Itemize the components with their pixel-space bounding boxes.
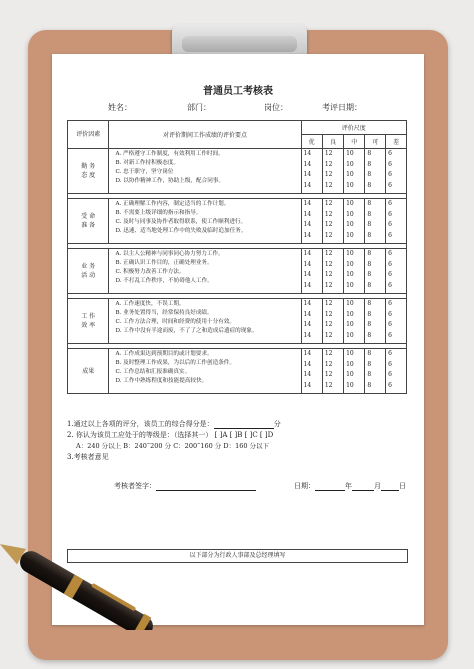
- criteria-item: B. 不需要上级详细的指示和指导。: [115, 210, 202, 216]
- score-option[interactable]: 8: [367, 360, 372, 368]
- score-option[interactable]: 14: [303, 160, 312, 168]
- level-header: 优: [301, 135, 322, 149]
- score-option[interactable]: 6: [388, 350, 392, 357]
- score-option[interactable]: 14: [303, 350, 312, 357]
- factor-header: 评价因素: [68, 121, 109, 149]
- score-option[interactable]: 6: [388, 231, 392, 239]
- score-option[interactable]: 6: [388, 171, 392, 178]
- score-option[interactable]: 6: [388, 260, 392, 268]
- score-option[interactable]: 8: [367, 321, 372, 328]
- score-option[interactable]: 14: [303, 271, 312, 278]
- score-option[interactable]: 14: [303, 221, 312, 228]
- criteria-item: C. 工作总结和汇报准确真实。: [115, 369, 191, 375]
- factor-cell: 业 务 活 动: [68, 249, 109, 294]
- score-cell[interactable]: [386, 249, 407, 294]
- score-option[interactable]: 14: [303, 321, 312, 328]
- score-option[interactable]: 12: [324, 271, 333, 278]
- score-option[interactable]: 6: [388, 300, 392, 307]
- score-option[interactable]: 8: [367, 171, 372, 178]
- score-option[interactable]: 12: [324, 381, 333, 389]
- criteria-item: B. 业务处置得当，经常保持良好成绩。: [115, 310, 213, 316]
- criteria-item: C. 及时与同事及协作者取得联系，使工作顺利进行。: [115, 219, 247, 225]
- score-cell[interactable]: [344, 149, 365, 194]
- score-option[interactable]: 6: [388, 271, 392, 278]
- score-option[interactable]: 14: [303, 310, 312, 318]
- score-option[interactable]: 14: [303, 250, 312, 257]
- grade-options: A：240 分以上 B：240˜200 分 C：200˜160 分 D：160 分以下: [76, 442, 270, 450]
- score-option[interactable]: 12: [324, 371, 333, 378]
- score-option[interactable]: 6: [388, 150, 392, 157]
- score-option[interactable]: 8: [367, 331, 372, 339]
- score-option[interactable]: 8: [367, 210, 372, 218]
- score-cell[interactable]: [386, 199, 407, 244]
- criteria-cell: [109, 299, 301, 344]
- level-header: 良: [322, 135, 343, 149]
- score-cell[interactable]: [365, 199, 386, 244]
- score-option[interactable]: 12: [324, 250, 333, 257]
- criteria-item: D. 以协作精神工作，协助上级，配合同事。: [115, 178, 224, 184]
- score-option[interactable]: 14: [303, 260, 312, 268]
- score-option[interactable]: 6: [388, 181, 392, 189]
- score-option[interactable]: 14: [303, 300, 312, 307]
- score-cell[interactable]: [301, 249, 322, 294]
- score-option[interactable]: 14: [303, 381, 312, 389]
- summary-line-2[interactable]: 2. 你认为该员工应处于的等级是：（选择其一） [ ]A [ ]B [ ]C [ ]D: [67, 431, 274, 439]
- criteria-item: C. 积极努力改善工作方法。: [115, 269, 185, 275]
- criteria-item: A. 正确理解工作内容，制定适当的工作计划。: [115, 201, 230, 207]
- score-option[interactable]: 14: [303, 200, 312, 207]
- evaluation-table: [67, 120, 407, 394]
- criteria-item: B. 对新工作持积极态度。: [115, 160, 180, 166]
- score-option[interactable]: 10: [346, 371, 354, 378]
- score-option[interactable]: 8: [367, 381, 372, 389]
- criteria-item: C. 忠于职守，坚守岗位: [115, 169, 174, 175]
- score-option[interactable]: 14: [303, 231, 312, 239]
- admin-section-header: 以下部分为行政人事部及总经理填写: [67, 549, 408, 563]
- score-option[interactable]: 10: [346, 310, 354, 318]
- score-option[interactable]: 12: [324, 160, 333, 168]
- criteria-item: D. 工作中熟练程度和技能提高较快。: [115, 378, 208, 384]
- score-option[interactable]: 12: [324, 231, 333, 239]
- score-option[interactable]: 6: [388, 371, 392, 378]
- score-cell[interactable]: [322, 249, 343, 294]
- score-option[interactable]: 12: [324, 181, 333, 189]
- criteria-cell: [109, 249, 301, 294]
- fountain-pen-icon: [0, 540, 200, 630]
- score-cell[interactable]: [344, 249, 365, 294]
- focus-header: 对评价期间工作成绩的评价要点: [109, 121, 301, 149]
- score-option[interactable]: 6: [388, 281, 392, 289]
- factor-cell: 成果: [68, 349, 109, 394]
- total-score-input[interactable]: [214, 428, 274, 429]
- score-cell[interactable]: [386, 149, 407, 194]
- score-option[interactable]: 8: [367, 181, 372, 189]
- score-option[interactable]: 8: [367, 271, 372, 278]
- year-input[interactable]: [315, 490, 345, 491]
- form-title: 普通员工考核表: [203, 86, 273, 97]
- score-option[interactable]: 10: [346, 160, 354, 168]
- summary-line-1: 1.通过以上各项的评分，该员工的综合得分是： 分: [67, 420, 281, 428]
- score-option[interactable]: 8: [367, 300, 372, 307]
- score-option[interactable]: 6: [388, 221, 392, 228]
- score-cell[interactable]: [344, 349, 365, 394]
- score-option[interactable]: 14: [303, 210, 312, 218]
- score-option[interactable]: 14: [303, 360, 312, 368]
- criteria-cell: [109, 199, 301, 244]
- factor-cell: 工 作 效 率: [68, 299, 109, 344]
- score-option[interactable]: 14: [303, 181, 312, 189]
- score-option[interactable]: 10: [346, 381, 354, 389]
- score-cell[interactable]: [365, 149, 386, 194]
- signature-input[interactable]: [156, 490, 256, 491]
- score-option[interactable]: 10: [346, 210, 354, 218]
- criteria-cell: [109, 349, 301, 394]
- score-option[interactable]: 8: [367, 250, 372, 257]
- score-option[interactable]: 12: [324, 150, 333, 157]
- day-input[interactable]: [381, 490, 399, 491]
- date-row: 日期： 年 月 日: [294, 482, 406, 490]
- score-option[interactable]: 8: [367, 231, 372, 239]
- score-option[interactable]: 8: [367, 371, 372, 378]
- score-option[interactable]: 6: [388, 360, 392, 368]
- score-option[interactable]: 10: [346, 360, 354, 368]
- score-option[interactable]: 12: [324, 171, 333, 178]
- criteria-item: B. 正确认识工作目的，正确处理业务。: [115, 260, 213, 266]
- score-option[interactable]: 10: [346, 300, 354, 307]
- criteria-item: A. 工作速度快，不误工期。: [115, 301, 185, 307]
- score-cell[interactable]: [365, 249, 386, 294]
- score-option[interactable]: 12: [324, 310, 333, 318]
- score-option[interactable]: 10: [346, 331, 354, 339]
- score-option[interactable]: 12: [324, 221, 333, 228]
- signature-row: 考核者签字：: [114, 481, 256, 491]
- score-option[interactable]: 10: [346, 321, 354, 328]
- score-option[interactable]: 8: [367, 150, 372, 157]
- dept-field[interactable]: 部门：: [187, 103, 211, 112]
- score-cell[interactable]: [301, 299, 322, 344]
- factor-cell: 受 命 准 备: [68, 199, 109, 244]
- score-cell[interactable]: [344, 199, 365, 244]
- score-option[interactable]: 14: [303, 371, 312, 378]
- level-header: 中: [344, 135, 365, 149]
- score-cell[interactable]: [386, 349, 407, 394]
- score-option[interactable]: 12: [324, 331, 333, 339]
- criteria-item: B. 及时整理工作成果，为以后的工作创造条件。: [115, 360, 235, 366]
- score-option[interactable]: 6: [388, 200, 392, 207]
- score-option[interactable]: 12: [324, 210, 333, 218]
- score-option[interactable]: 10: [346, 271, 354, 278]
- month-input[interactable]: [352, 490, 374, 491]
- score-option[interactable]: 6: [388, 160, 392, 168]
- score-option[interactable]: 6: [388, 321, 392, 328]
- score-cell[interactable]: [301, 349, 322, 394]
- scale-header: 评价尺度: [301, 121, 406, 135]
- score-option[interactable]: 14: [303, 150, 312, 157]
- score-option[interactable]: 10: [346, 250, 354, 257]
- criteria-item: C. 工作方法合理，时间和经费的使用十分有效。: [115, 319, 235, 325]
- criteria-item: A. 以主人公精神与同事同心协力努力工作。: [115, 251, 224, 257]
- score-cell[interactable]: [322, 299, 343, 344]
- score-option[interactable]: 12: [324, 300, 333, 307]
- level-header: 差: [386, 135, 407, 149]
- score-option[interactable]: 10: [346, 231, 354, 239]
- score-option[interactable]: 10: [346, 150, 354, 157]
- score-option[interactable]: 8: [367, 310, 372, 318]
- score-option[interactable]: 8: [367, 160, 372, 168]
- level-header: 可: [365, 135, 386, 149]
- criteria-item: D. 迅速、适当地处理工作中的失败及临时追加任务。: [115, 228, 247, 234]
- score-cell[interactable]: [365, 349, 386, 394]
- criteria-item: A. 严格遵守工作制度，有效利用工作时间。: [115, 151, 224, 157]
- score-option[interactable]: 10: [346, 350, 354, 357]
- score-option[interactable]: 14: [303, 281, 312, 289]
- score-option[interactable]: 8: [367, 200, 372, 207]
- criteria-cell: [109, 149, 301, 194]
- score-option[interactable]: 6: [388, 250, 392, 257]
- score-option[interactable]: 12: [324, 350, 333, 357]
- score-option[interactable]: 12: [324, 281, 333, 289]
- score-option[interactable]: 14: [303, 331, 312, 339]
- score-cell[interactable]: [365, 299, 386, 344]
- score-cell[interactable]: [301, 199, 322, 244]
- score-cell[interactable]: [344, 299, 365, 344]
- score-option[interactable]: 12: [324, 321, 333, 328]
- score-option[interactable]: 10: [346, 181, 354, 189]
- score-option[interactable]: 8: [367, 260, 372, 268]
- score-option[interactable]: 6: [388, 310, 392, 318]
- score-cell[interactable]: [322, 149, 343, 194]
- score-option[interactable]: 6: [388, 381, 392, 389]
- date-field[interactable]: 考评日期：: [322, 103, 362, 112]
- score-option[interactable]: 6: [388, 210, 392, 218]
- score-cell[interactable]: [322, 349, 343, 394]
- score-option[interactable]: 8: [367, 281, 372, 289]
- position-field[interactable]: 岗位：: [264, 103, 288, 112]
- score-cell[interactable]: [386, 299, 407, 344]
- factor-cell: 勤 务 态 度: [68, 149, 109, 194]
- score-option[interactable]: 12: [324, 260, 333, 268]
- criteria-item: D. 工作中没有半途而废，不了了之和造成后遗症的现象。: [115, 328, 258, 334]
- name-field[interactable]: 姓名：: [108, 103, 132, 112]
- score-option[interactable]: 10: [346, 281, 354, 289]
- score-option[interactable]: 14: [303, 171, 312, 178]
- score-option[interactable]: 12: [324, 200, 333, 207]
- score-option[interactable]: 12: [324, 360, 333, 368]
- criteria-item: A. 工作成果达到预期目的或计划要求。: [115, 351, 213, 357]
- score-option[interactable]: 8: [367, 350, 372, 357]
- score-option[interactable]: 10: [346, 200, 354, 207]
- score-option[interactable]: 10: [346, 260, 354, 268]
- score-option[interactable]: 6: [388, 331, 392, 339]
- score-cell[interactable]: [301, 149, 322, 194]
- score-option[interactable]: 10: [346, 171, 354, 178]
- score-cell[interactable]: [322, 199, 343, 244]
- score-option[interactable]: 10: [346, 221, 354, 228]
- score-option[interactable]: 8: [367, 221, 372, 228]
- criteria-item: D. 不打乱工作秩序，不妨碍他人工作。: [115, 278, 213, 284]
- reviewer-opinion-label: 3.考核者意见: [67, 453, 109, 461]
